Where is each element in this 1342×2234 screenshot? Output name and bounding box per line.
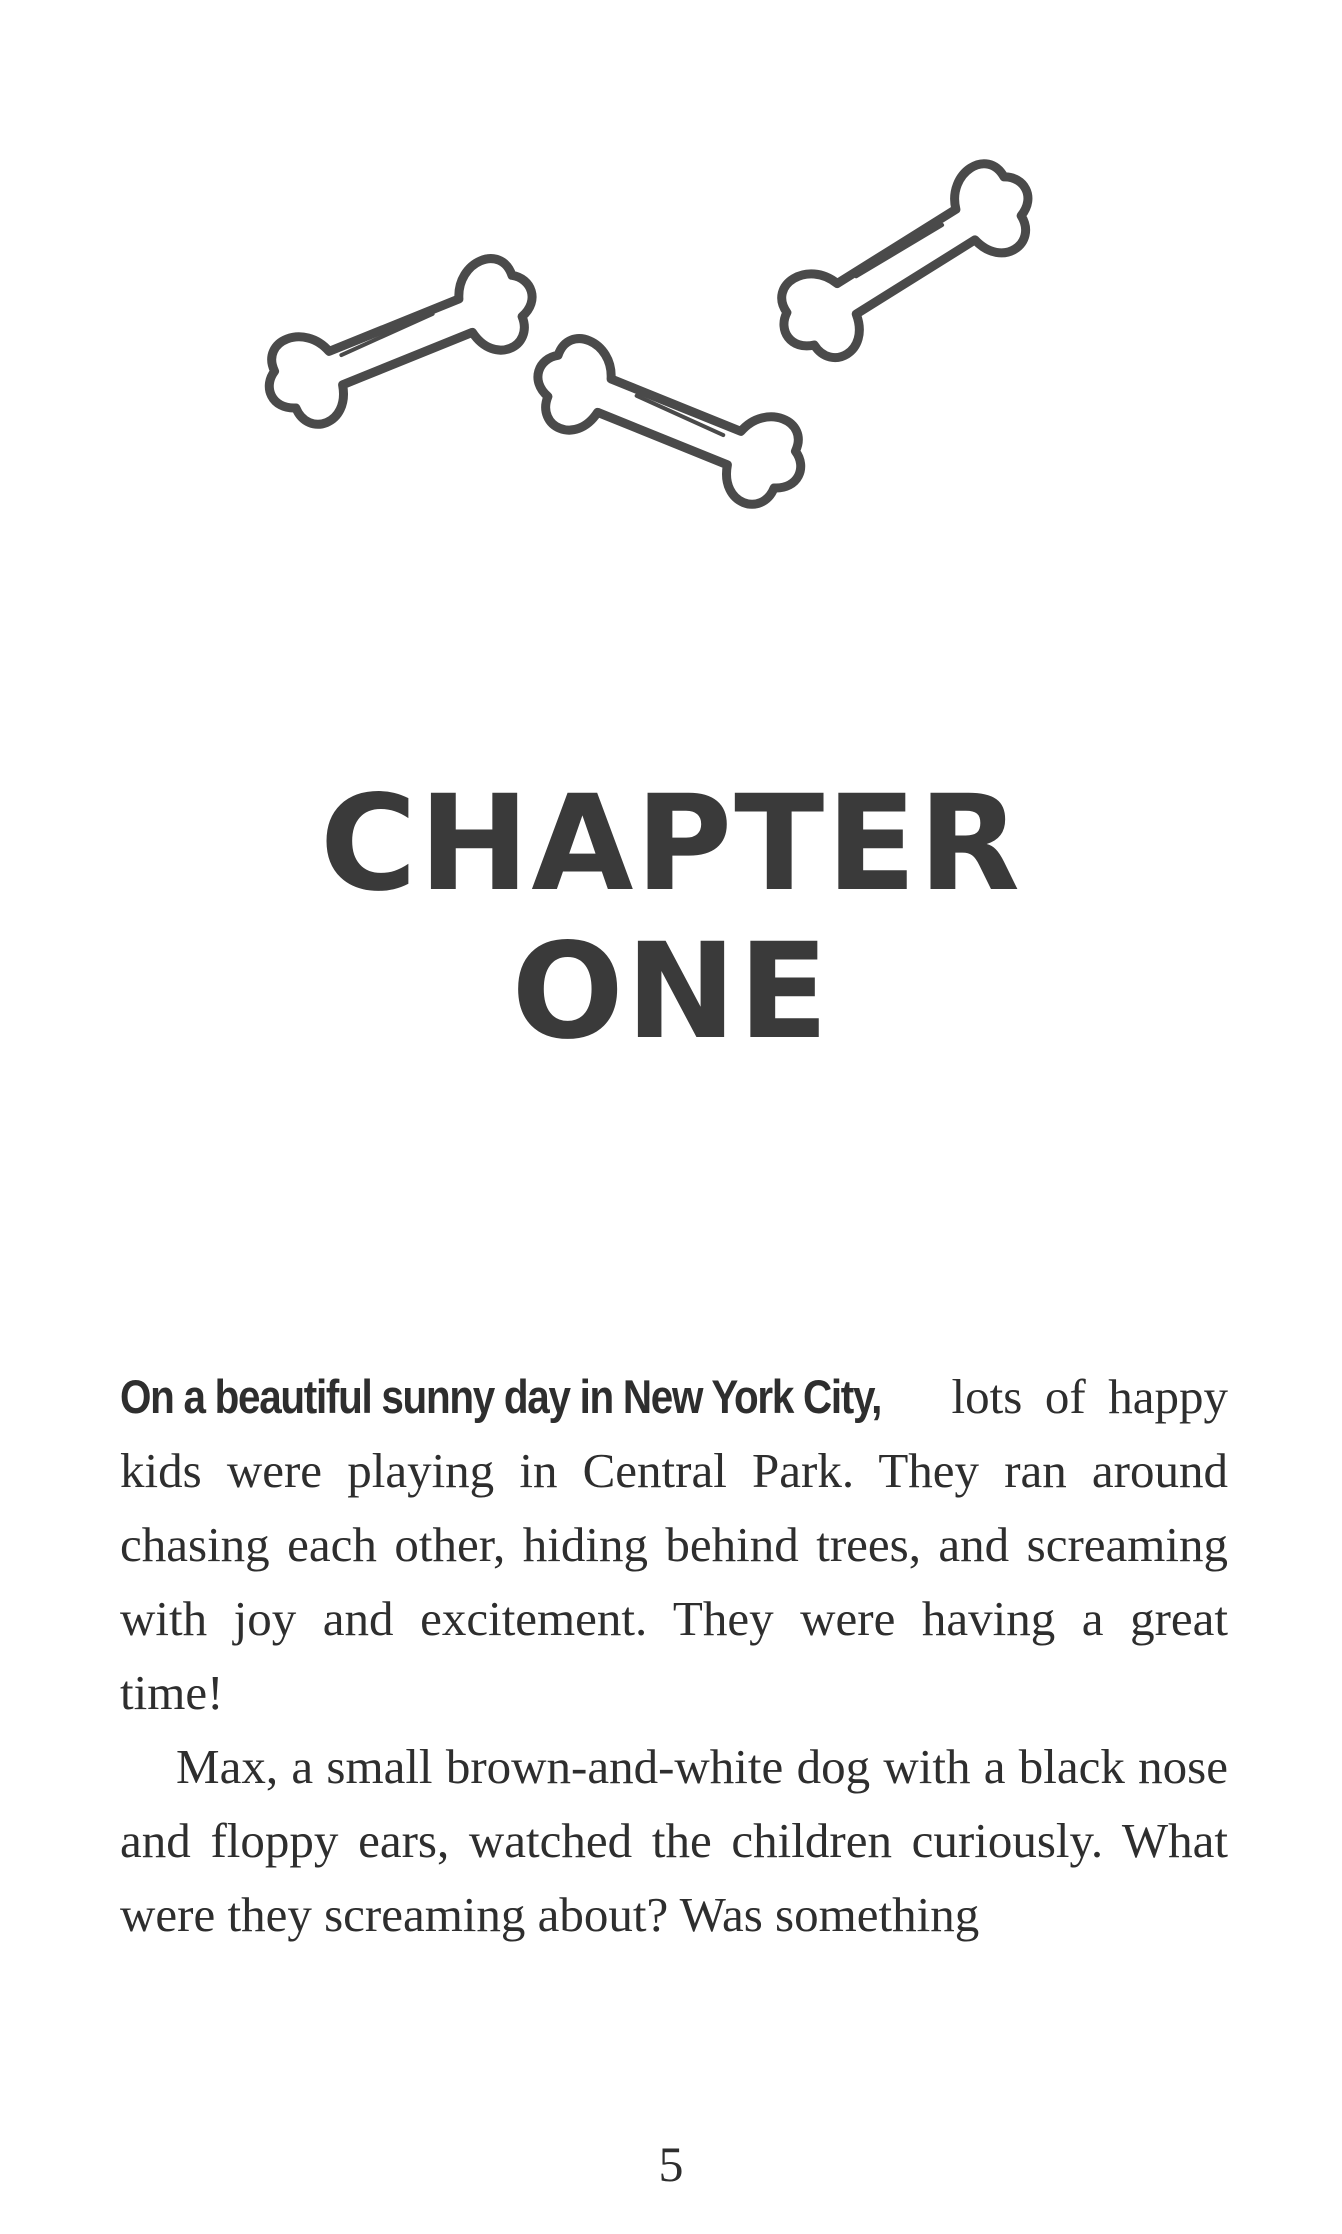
lead-in-text: On a beautiful sunny day in New York City, (120, 1370, 882, 1423)
paragraph-1-text: lots of happy kids were playing in Central Park. They ran around chasing each other, hiding behind trees, and screaming with joy and excitement. They were having a great time! (120, 1369, 1228, 1720)
chapter-title-line2: ONE (511, 915, 831, 1069)
dog-bone-icon (763, 149, 1049, 376)
paragraph-1 (120, 1360, 1228, 1730)
page-number: 5 (658, 2136, 684, 2192)
dog-bone-icon (254, 247, 548, 437)
chapter-title (0, 767, 1342, 1069)
chapter-body (120, 1360, 1228, 1952)
chapter-title-line1: CHAPTER (319, 767, 1023, 921)
paragraph-2: Max, a small brown-and-white dog with a black nose and floppy ears, watched the children curiously. What were they screaming about? Was something (120, 1739, 1228, 1942)
dog-bone-icon (522, 327, 816, 517)
bones-illustration (0, 0, 1342, 620)
